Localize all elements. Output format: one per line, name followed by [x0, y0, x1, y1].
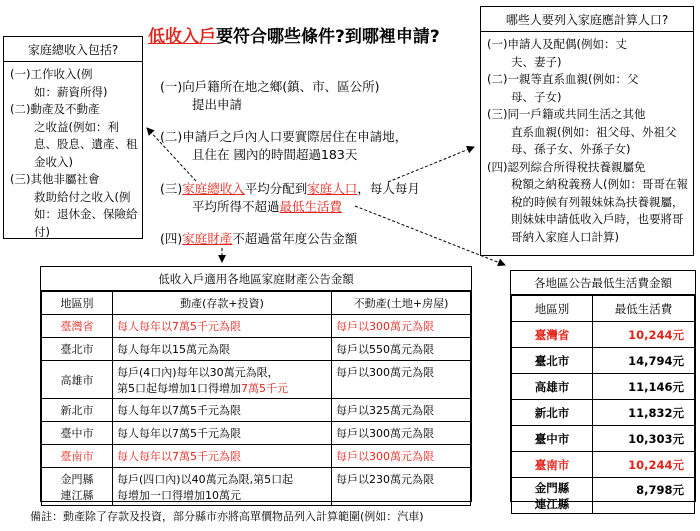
- table-row: 臺中市 10,303元: [512, 426, 695, 452]
- col-region: 地區別: [512, 296, 593, 322]
- arrow-to-cost-table: [355, 206, 505, 265]
- table-row: 金門縣 連江縣 8,798元: [512, 478, 695, 514]
- arrow-to-members-box: [388, 147, 474, 182]
- condition-3: (三)家庭總收入平均分配到家庭人口，每人每月 平均所得不超過最低生活費: [160, 181, 420, 214]
- member-item: (三)同一戶籍或共同生活之其他 直系血親(例如：祖父母、外祖父母、孫子女、外孫子女): [487, 107, 677, 156]
- arrow-to-income-box: [147, 128, 196, 181]
- table-row: 新北市 11,832元: [512, 400, 695, 426]
- col-immovable: 不動產(土地+房屋): [332, 292, 471, 315]
- condition-1: (一)向戶籍所在地之鄉(鎮、市、區公所) 提出申請: [160, 79, 380, 112]
- condition-2: (二)申請戶之戶內人口要實際居住在申請地， 且住在 國內的時間超過183天: [160, 129, 408, 162]
- table-row: 高雄市 每戶(4口內)每年以30萬元為限， 第5口起每增加1口得增加7萬5千元 每戶以300萬元為限: [42, 361, 471, 399]
- table-row: 臺中市 每人每年以7萬5千元為限 每戶以300萬元為限: [42, 422, 471, 445]
- col-movable: 動產(存款+投資): [113, 292, 332, 315]
- col-amount: 最低生活費: [593, 296, 695, 322]
- table-row: 高雄市 11,146元: [512, 374, 695, 400]
- table-row: 金門縣 連江縣 每戶(四口內)以40萬元為限,第5口起 每增加一口得增加10萬元 每戶以230萬元為限: [42, 468, 471, 506]
- table-row: 新北市 每人每年以7萬5千元為限 每戶以325萬元為限: [42, 399, 471, 422]
- min-living-cost-box: [510, 270, 696, 511]
- condition-4: (四)家庭財產不超過當年度公告金額: [160, 231, 358, 246]
- asset-limit-table-box: [40, 266, 472, 502]
- min-living-cost-table: [511, 295, 695, 514]
- cost-table-title: 各地區公告最低生活費金額: [511, 271, 695, 295]
- table-row: 臺北市 14,794元: [512, 348, 695, 374]
- table-row: 臺南市 10,244元: [512, 452, 695, 478]
- page-title: 低收入戶要符合哪些條件?到哪裡申請?: [148, 27, 440, 47]
- footnote: 備註：動產除了存款及投資，部分縣市亦將高單價物品列入計算範圍(例如：汽車): [30, 510, 424, 523]
- asset-table-title: 低收入戶適用各地區家庭財產公告金額: [41, 267, 471, 291]
- income-item: (三)其他非屬社會 救助給付之收入(例如：退休金、保險給付): [10, 172, 138, 239]
- table-row: 臺灣省 每人每年以7萬5千元為限 每戶以300萬元為限: [42, 315, 471, 338]
- household-members-title: 哪些人要列入家庭應計算人口?: [481, 7, 693, 32]
- col-region: 地區別: [42, 292, 113, 315]
- income-item: (一)工作收入(例 如：薪資所得): [10, 67, 108, 99]
- income-item: (二)動產及不動產 之收益(例如：利息、股息、遺產、租金收入): [10, 102, 138, 169]
- member-item: (一)申請人及配偶(例如：丈 夫、妻子): [487, 37, 627, 69]
- asset-limit-table: [41, 291, 471, 506]
- table-row: 臺北市 每人每年以15萬元為限 每戶以550萬元為限: [42, 338, 471, 361]
- member-item: (四)認列綜合所得稅扶養親屬免 稅額之納稅義務人(例如：哥哥在報稅的時候有列報妹妹為扶養親屬，則妹妹申請低收入戶時，也要將哥哥納入家庭人口計算): [487, 159, 688, 244]
- member-item: (二)一親等直系血親(例如：父 母、子女): [487, 72, 639, 104]
- household-income-title: 家庭總收入包括?: [4, 37, 142, 62]
- table-row: 臺南市 每人每年以7萬5千元為限 每戶以300萬元為限: [42, 445, 471, 468]
- table-row: 臺灣省 10,244元: [512, 322, 695, 348]
